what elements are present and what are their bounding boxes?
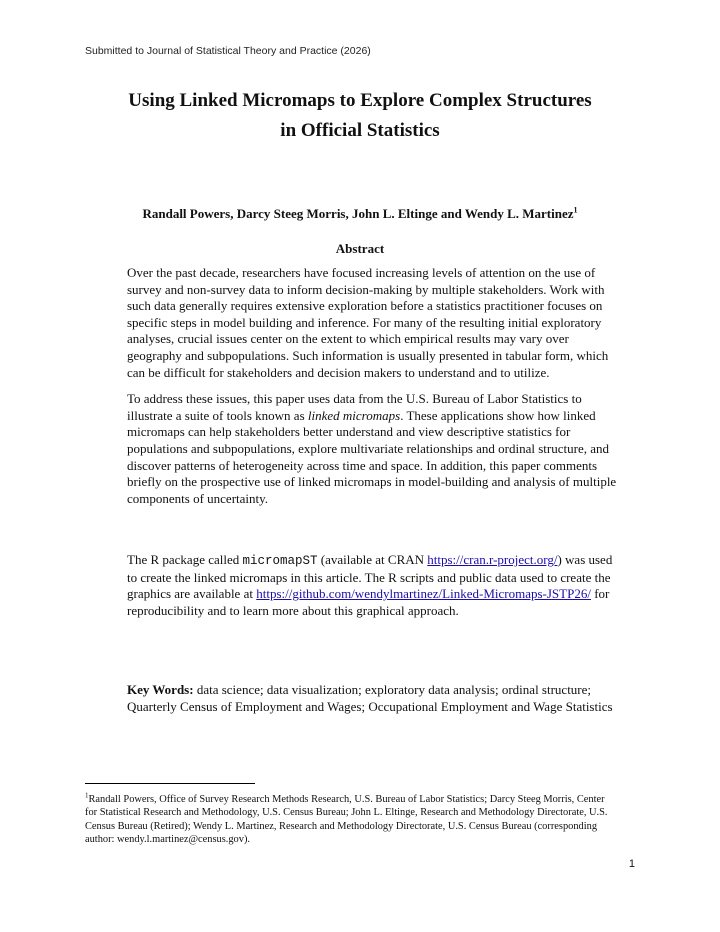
keywords-text: data science; data visualization; exploratory data analysis; ordinal structure; Quarterly Census of Employment and Wages; Occupational Employment and Wage Statistics [127,682,613,714]
page-number: 1 [628,858,635,870]
package-note-text-1: The R package called [127,552,243,567]
package-name: micromapST [242,554,318,568]
abstract-p2-text-1: To address these issues, this paper uses data from the U.S. Bureau of Labor Statistics to illustrate a suite of tools known as [127,391,582,423]
footnote [85,793,609,847]
abstract-heading: Abstract [335,241,385,256]
footnote-marker: 1 [85,791,89,800]
github-link[interactable]: https://github.com/wendylmartinez/Linked-Micromaps-JSTP26/ [256,586,591,602]
author-list [0,206,720,222]
package-note-text-2: (available at CRAN [317,552,428,567]
package-note [127,552,619,619]
abstract-paragraph-1: Over the past decade, researchers have focused increasing levels of attention on the use of survey and non-survey data to inform decision-making by multiple stakeholders. Work with such data generally requires extensive exploration before a statistics practitioner focuses on specific steps in model building and inference. For many of the resulting initial exploratory analyses, crucial issues center on the extent to which empirical results may vary over geography and subpopulations. Such information is usually presented in tabular form, which can be difficult for stakeholders and decision makers to understand and to utilize. [127,265,609,380]
abstract-p2-text-2: . These applications show how linked micromaps can help stakeholders better understand and view descriptive statistics for populations and subpopulations, explore multivariate relationships and ordinal structure, and discover patterns of heterogeneity across time and space. In addition, this paper comments briefly on the prospective use of linked micromaps in model-building and analysis of multiple components of uncertainty. [127,407,617,506]
abstract-body [127,265,619,507]
keywords-label: Key Words: [127,682,194,697]
authors-text: Randall Powers, Darcy Steeg Morris, John L. Eltinge and Wendy L. Martinez [142,206,574,221]
title-line-1: Using Linked Micromaps to Explore Complex Structures [128,90,592,111]
package-note-text-3: ) was used to create the linked micromaps in this article. The R scripts and public data used to create the graphics are available at [127,552,613,602]
linked-micromaps-term: linked micromaps [307,407,401,423]
cran-link[interactable]: https://cran.r-project.org/ [427,552,558,567]
footnote-text: Randall Powers, Office of Survey Research Methods Research, U.S. Bureau of Labor Statistics; Darcy Steeg Morris, Center for Statistical Research and Methodology, U.S. Census Bureau; John L. Eltinge, Research and Methodology Directorate, U.S. Census Bureau (Retired); Wendy L. Martinez, Research and Methodology Directorate, U.S. Census Bureau (corresponding author: wendy.l.martinez@census.gov). [85,794,608,846]
author-footnote-marker[interactable]: 1 [573,205,578,215]
keywords [127,682,619,715]
abstract-paragraph-2 [127,391,619,507]
footnote-divider [85,783,255,784]
paper-title [0,86,720,146]
running-head: Submitted to Journal of Statistical Theory and Practice (2026) [85,45,371,57]
package-note-text-4: for reproducibility and to learn more about this graphical approach. [127,586,610,618]
title-line-2: in Official Statistics [280,120,440,141]
